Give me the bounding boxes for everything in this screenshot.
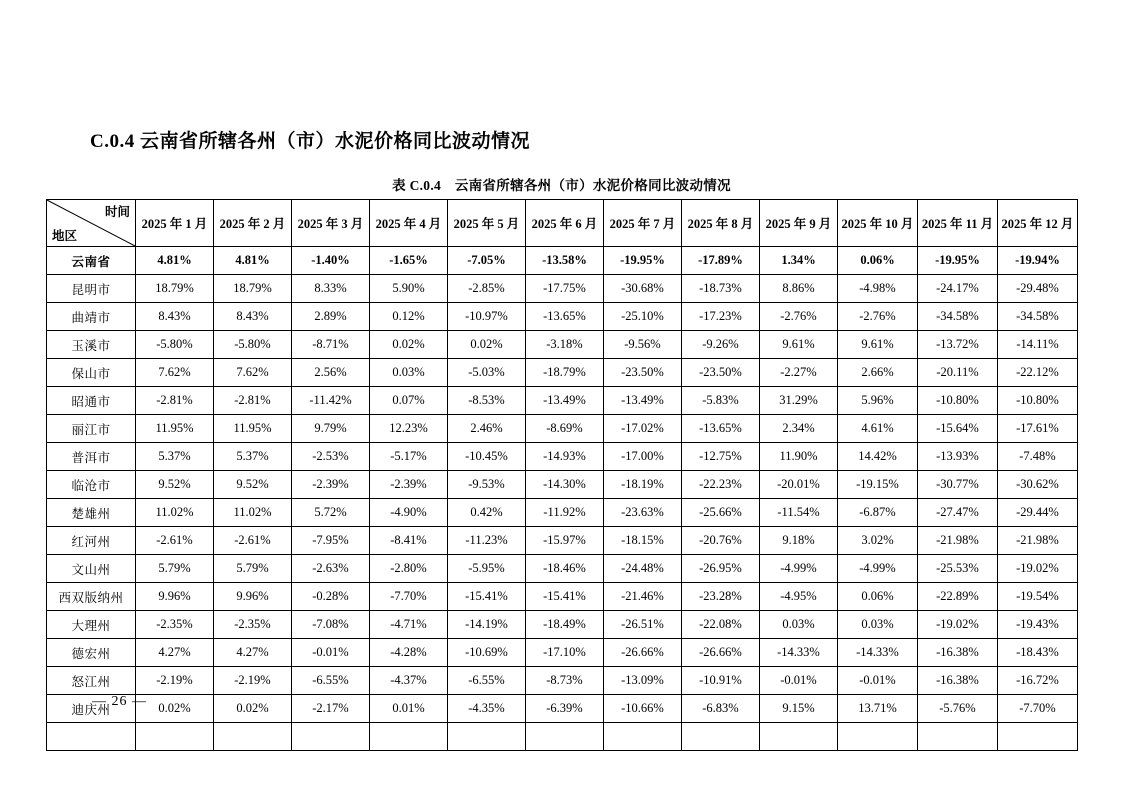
cell: -5.76% [918, 695, 998, 723]
cell [526, 723, 604, 751]
column-header-month-9: 2025 年 9 月 [760, 200, 838, 247]
column-header-month-3: 2025 年 3 月 [292, 200, 370, 247]
cell: 12.23% [370, 415, 448, 443]
cell: -2.17% [292, 695, 370, 723]
cell: 4.27% [136, 639, 214, 667]
cell: 18.79% [136, 275, 214, 303]
cell: 9.52% [136, 471, 214, 499]
cell: -14.19% [448, 611, 526, 639]
cell: 13.71% [838, 695, 918, 723]
cell: -13.49% [526, 387, 604, 415]
cell: -19.54% [998, 583, 1078, 611]
cell: -6.39% [526, 695, 604, 723]
cell: -18.46% [526, 555, 604, 583]
cell: -26.95% [682, 555, 760, 583]
column-header-month-12: 2025 年 12 月 [998, 200, 1078, 247]
cell: 9.15% [760, 695, 838, 723]
cell: 11.90% [760, 443, 838, 471]
table-container [46, 199, 1077, 751]
cell: -2.80% [370, 555, 448, 583]
cell: -10.91% [682, 667, 760, 695]
cell: -17.23% [682, 303, 760, 331]
table-row [47, 499, 1078, 527]
cell: 9.61% [838, 331, 918, 359]
cell: -10.97% [448, 303, 526, 331]
cell: -5.03% [448, 359, 526, 387]
cell: -34.58% [998, 303, 1078, 331]
cell: 11.02% [214, 499, 292, 527]
cell: -25.66% [682, 499, 760, 527]
cell: 7.62% [214, 359, 292, 387]
cell: -34.58% [918, 303, 998, 331]
cell: -29.48% [998, 275, 1078, 303]
cell: -19.02% [998, 555, 1078, 583]
cell: 2.46% [448, 415, 526, 443]
table-header-row [47, 200, 1078, 247]
cell: -13.09% [604, 667, 682, 695]
cell: -2.81% [214, 387, 292, 415]
cell: 5.79% [136, 555, 214, 583]
cell: 3.02% [838, 527, 918, 555]
row-header: 迪庆州 [47, 695, 136, 723]
cell: -13.72% [918, 331, 998, 359]
corner-region-label: 地区 [52, 229, 78, 243]
cell: 4.81% [214, 247, 292, 275]
cell: -5.17% [370, 443, 448, 471]
cell [214, 723, 292, 751]
cell: -4.99% [760, 555, 838, 583]
table-row [47, 415, 1078, 443]
row-header: 德宏州 [47, 639, 136, 667]
cell: 1.34% [760, 247, 838, 275]
cell [370, 723, 448, 751]
cell: -18.79% [526, 359, 604, 387]
column-header-month-1: 2025 年 1 月 [136, 200, 214, 247]
cell: -17.75% [526, 275, 604, 303]
cell: -25.53% [918, 555, 998, 583]
row-header: 文山州 [47, 555, 136, 583]
cell: -14.33% [760, 639, 838, 667]
table-row [47, 471, 1078, 499]
cell: 8.43% [214, 303, 292, 331]
cell: -19.43% [998, 611, 1078, 639]
cell: 9.79% [292, 415, 370, 443]
cell: -16.72% [998, 667, 1078, 695]
cell: -2.27% [760, 359, 838, 387]
cell: -27.47% [918, 499, 998, 527]
table-row [47, 247, 1078, 275]
cell: -8.41% [370, 527, 448, 555]
cell: -2.19% [214, 667, 292, 695]
table-row [47, 639, 1078, 667]
cement-price-yoy-table [46, 199, 1078, 751]
cell: -29.44% [998, 499, 1078, 527]
cell: 9.52% [214, 471, 292, 499]
row-header: 临沧市 [47, 471, 136, 499]
cell: -23.50% [604, 359, 682, 387]
cell: 7.62% [136, 359, 214, 387]
row-header: 普洱市 [47, 443, 136, 471]
cell: -2.61% [136, 527, 214, 555]
cell: 8.33% [292, 275, 370, 303]
cell: -10.66% [604, 695, 682, 723]
cell: -18.73% [682, 275, 760, 303]
cell: -8.73% [526, 667, 604, 695]
cell: 14.42% [838, 443, 918, 471]
cell: -16.38% [918, 639, 998, 667]
column-header-month-2: 2025 年 2 月 [214, 200, 292, 247]
cell: -22.23% [682, 471, 760, 499]
cell: -2.85% [448, 275, 526, 303]
cell: -11.92% [526, 499, 604, 527]
cell: 9.61% [760, 331, 838, 359]
row-header: 曲靖市 [47, 303, 136, 331]
cell: -23.28% [682, 583, 760, 611]
cell: 11.02% [136, 499, 214, 527]
cell [998, 723, 1078, 751]
cell: 9.18% [760, 527, 838, 555]
row-header: 昆明市 [47, 275, 136, 303]
cell: -11.42% [292, 387, 370, 415]
cell: 9.96% [214, 583, 292, 611]
cell: -17.10% [526, 639, 604, 667]
column-header-month-4: 2025 年 4 月 [370, 200, 448, 247]
cell [918, 723, 998, 751]
cell: -30.62% [998, 471, 1078, 499]
cell: 11.95% [214, 415, 292, 443]
cell: -17.61% [998, 415, 1078, 443]
cell: -1.40% [292, 247, 370, 275]
row-header: 玉溪市 [47, 331, 136, 359]
cell: -7.05% [448, 247, 526, 275]
cell: -4.71% [370, 611, 448, 639]
row-header: 昭通市 [47, 387, 136, 415]
cell: -13.65% [526, 303, 604, 331]
table-row [47, 275, 1078, 303]
cell: -19.94% [998, 247, 1078, 275]
cell: -2.81% [136, 387, 214, 415]
cell: -2.35% [214, 611, 292, 639]
cell: 0.12% [370, 303, 448, 331]
cell: -10.80% [918, 387, 998, 415]
cell: 5.72% [292, 499, 370, 527]
column-header-month-11: 2025 年 11 月 [918, 200, 998, 247]
cell: -23.63% [604, 499, 682, 527]
table-row [47, 387, 1078, 415]
cell: -13.58% [526, 247, 604, 275]
cell: -16.38% [918, 667, 998, 695]
cell: -22.89% [918, 583, 998, 611]
cell: -2.76% [838, 303, 918, 331]
cell: -9.26% [682, 331, 760, 359]
cell [292, 723, 370, 751]
cell: -26.66% [604, 639, 682, 667]
table-row [47, 555, 1078, 583]
cell: 5.96% [838, 387, 918, 415]
cell: -2.63% [292, 555, 370, 583]
cell: -24.17% [918, 275, 998, 303]
table-row [47, 443, 1078, 471]
cell [760, 723, 838, 751]
cell: -10.45% [448, 443, 526, 471]
cell: -7.08% [292, 611, 370, 639]
cell: -15.97% [526, 527, 604, 555]
cell: -20.01% [760, 471, 838, 499]
cell: -2.39% [292, 471, 370, 499]
cell: -2.61% [214, 527, 292, 555]
cell: -23.50% [682, 359, 760, 387]
cell: 4.61% [838, 415, 918, 443]
cell: 2.34% [760, 415, 838, 443]
cell: -6.55% [448, 667, 526, 695]
cell: -25.10% [604, 303, 682, 331]
cell: -8.71% [292, 331, 370, 359]
cell: -3.18% [526, 331, 604, 359]
cell: -6.55% [292, 667, 370, 695]
table-row [47, 667, 1078, 695]
cell: 4.27% [214, 639, 292, 667]
cell [838, 723, 918, 751]
cell: -4.37% [370, 667, 448, 695]
cell: -18.43% [998, 639, 1078, 667]
cell: 0.02% [370, 331, 448, 359]
cell: -12.75% [682, 443, 760, 471]
cell: -11.23% [448, 527, 526, 555]
cell: -22.08% [682, 611, 760, 639]
cell: 5.37% [136, 443, 214, 471]
cell: -19.15% [838, 471, 918, 499]
cell: -14.33% [838, 639, 918, 667]
cell: -7.70% [370, 583, 448, 611]
cell: 0.42% [448, 499, 526, 527]
cell: 0.02% [448, 331, 526, 359]
cell: -0.01% [292, 639, 370, 667]
cell: -13.65% [682, 415, 760, 443]
cell: -0.01% [838, 667, 918, 695]
cell: -14.93% [526, 443, 604, 471]
cell: 5.37% [214, 443, 292, 471]
column-header-month-8: 2025 年 8 月 [682, 200, 760, 247]
column-header-month-6: 2025 年 6 月 [526, 200, 604, 247]
column-header-month-7: 2025 年 7 月 [604, 200, 682, 247]
cell: -10.80% [998, 387, 1078, 415]
cell: -15.41% [448, 583, 526, 611]
table-row [47, 331, 1078, 359]
cell: -6.83% [682, 695, 760, 723]
cell: 0.02% [214, 695, 292, 723]
cell: -5.83% [682, 387, 760, 415]
cell: -14.11% [998, 331, 1078, 359]
cell: -5.80% [136, 331, 214, 359]
cell: 0.07% [370, 387, 448, 415]
cell: -5.95% [448, 555, 526, 583]
cell: 2.89% [292, 303, 370, 331]
cell: -2.53% [292, 443, 370, 471]
cell: -1.65% [370, 247, 448, 275]
cell: -7.70% [998, 695, 1078, 723]
cell: -7.95% [292, 527, 370, 555]
column-header-month-10: 2025 年 10 月 [838, 200, 918, 247]
cell: 4.81% [136, 247, 214, 275]
cell: -9.53% [448, 471, 526, 499]
cell: 9.96% [136, 583, 214, 611]
cell: -15.41% [526, 583, 604, 611]
table-row [47, 583, 1078, 611]
cell: -26.51% [604, 611, 682, 639]
cell: -2.19% [136, 667, 214, 695]
page-title: C.0.4 云南省所辖各州（市）水泥价格同比波动情况 [90, 131, 530, 152]
table-caption: 表 C.0.4 云南省所辖各州（市）水泥价格同比波动情况 [392, 178, 731, 193]
cell: -8.69% [526, 415, 604, 443]
cell: -17.89% [682, 247, 760, 275]
cell: -4.98% [838, 275, 918, 303]
row-header: 保山市 [47, 359, 136, 387]
cell: 8.43% [136, 303, 214, 331]
cell: 0.03% [370, 359, 448, 387]
cell: -2.39% [370, 471, 448, 499]
table-corner-cell [47, 200, 136, 247]
cell: -14.30% [526, 471, 604, 499]
cell: -4.28% [370, 639, 448, 667]
cell: -15.64% [918, 415, 998, 443]
cell: -19.95% [918, 247, 998, 275]
cell: -10.69% [448, 639, 526, 667]
cell: -5.80% [214, 331, 292, 359]
cell: -6.87% [838, 499, 918, 527]
table-header [47, 200, 1078, 247]
row-header: 大理州 [47, 611, 136, 639]
cell: -21.98% [998, 527, 1078, 555]
row-header: 西双版纳州 [47, 583, 136, 611]
row-header: 红河州 [47, 527, 136, 555]
cell: 0.06% [838, 247, 918, 275]
cell: -18.19% [604, 471, 682, 499]
page-number: — 26 — [92, 694, 147, 709]
cell: 31.29% [760, 387, 838, 415]
cell: 2.66% [838, 359, 918, 387]
cell: -0.28% [292, 583, 370, 611]
cell: -13.49% [604, 387, 682, 415]
cell: -21.46% [604, 583, 682, 611]
cell: -18.49% [526, 611, 604, 639]
cell: -4.35% [448, 695, 526, 723]
row-header: 楚雄州 [47, 499, 136, 527]
cell: -8.53% [448, 387, 526, 415]
row-header: 怒江州 [47, 667, 136, 695]
cell: 0.01% [370, 695, 448, 723]
cell: -17.02% [604, 415, 682, 443]
row-header: 丽江市 [47, 415, 136, 443]
cell: -7.48% [998, 443, 1078, 471]
corner-time-label: 时间 [104, 205, 130, 219]
row-header: 云南省 [47, 247, 136, 275]
cell: -4.99% [838, 555, 918, 583]
table-row [47, 723, 1078, 751]
row-header [47, 723, 136, 751]
table-row [47, 695, 1078, 723]
cell: -20.11% [918, 359, 998, 387]
cell: -2.76% [760, 303, 838, 331]
cell [136, 723, 214, 751]
cell: -9.56% [604, 331, 682, 359]
table-row [47, 303, 1078, 331]
cell: -13.93% [918, 443, 998, 471]
cell: 5.79% [214, 555, 292, 583]
cell: -24.48% [604, 555, 682, 583]
cell: 0.02% [136, 695, 214, 723]
cell: -21.98% [918, 527, 998, 555]
cell: 2.56% [292, 359, 370, 387]
cell: -20.76% [682, 527, 760, 555]
cell: -22.12% [998, 359, 1078, 387]
cell: 18.79% [214, 275, 292, 303]
cell: -17.00% [604, 443, 682, 471]
cell: -4.95% [760, 583, 838, 611]
cell: -11.54% [760, 499, 838, 527]
cell [682, 723, 760, 751]
cell: -18.15% [604, 527, 682, 555]
cell: -19.95% [604, 247, 682, 275]
cell: 0.03% [760, 611, 838, 639]
cell: -19.02% [918, 611, 998, 639]
cell: -0.01% [760, 667, 838, 695]
cell: 0.03% [838, 611, 918, 639]
cell: 5.90% [370, 275, 448, 303]
cell [604, 723, 682, 751]
table-row [47, 527, 1078, 555]
column-header-month-5: 2025 年 5 月 [448, 200, 526, 247]
cell: 11.95% [136, 415, 214, 443]
cell: -26.66% [682, 639, 760, 667]
cell: -4.90% [370, 499, 448, 527]
cell: -30.68% [604, 275, 682, 303]
cell [448, 723, 526, 751]
table-body [47, 247, 1078, 751]
table-row [47, 611, 1078, 639]
cell: -2.35% [136, 611, 214, 639]
cell: -30.77% [918, 471, 998, 499]
cell: 8.86% [760, 275, 838, 303]
cell: 0.06% [838, 583, 918, 611]
table-row [47, 359, 1078, 387]
